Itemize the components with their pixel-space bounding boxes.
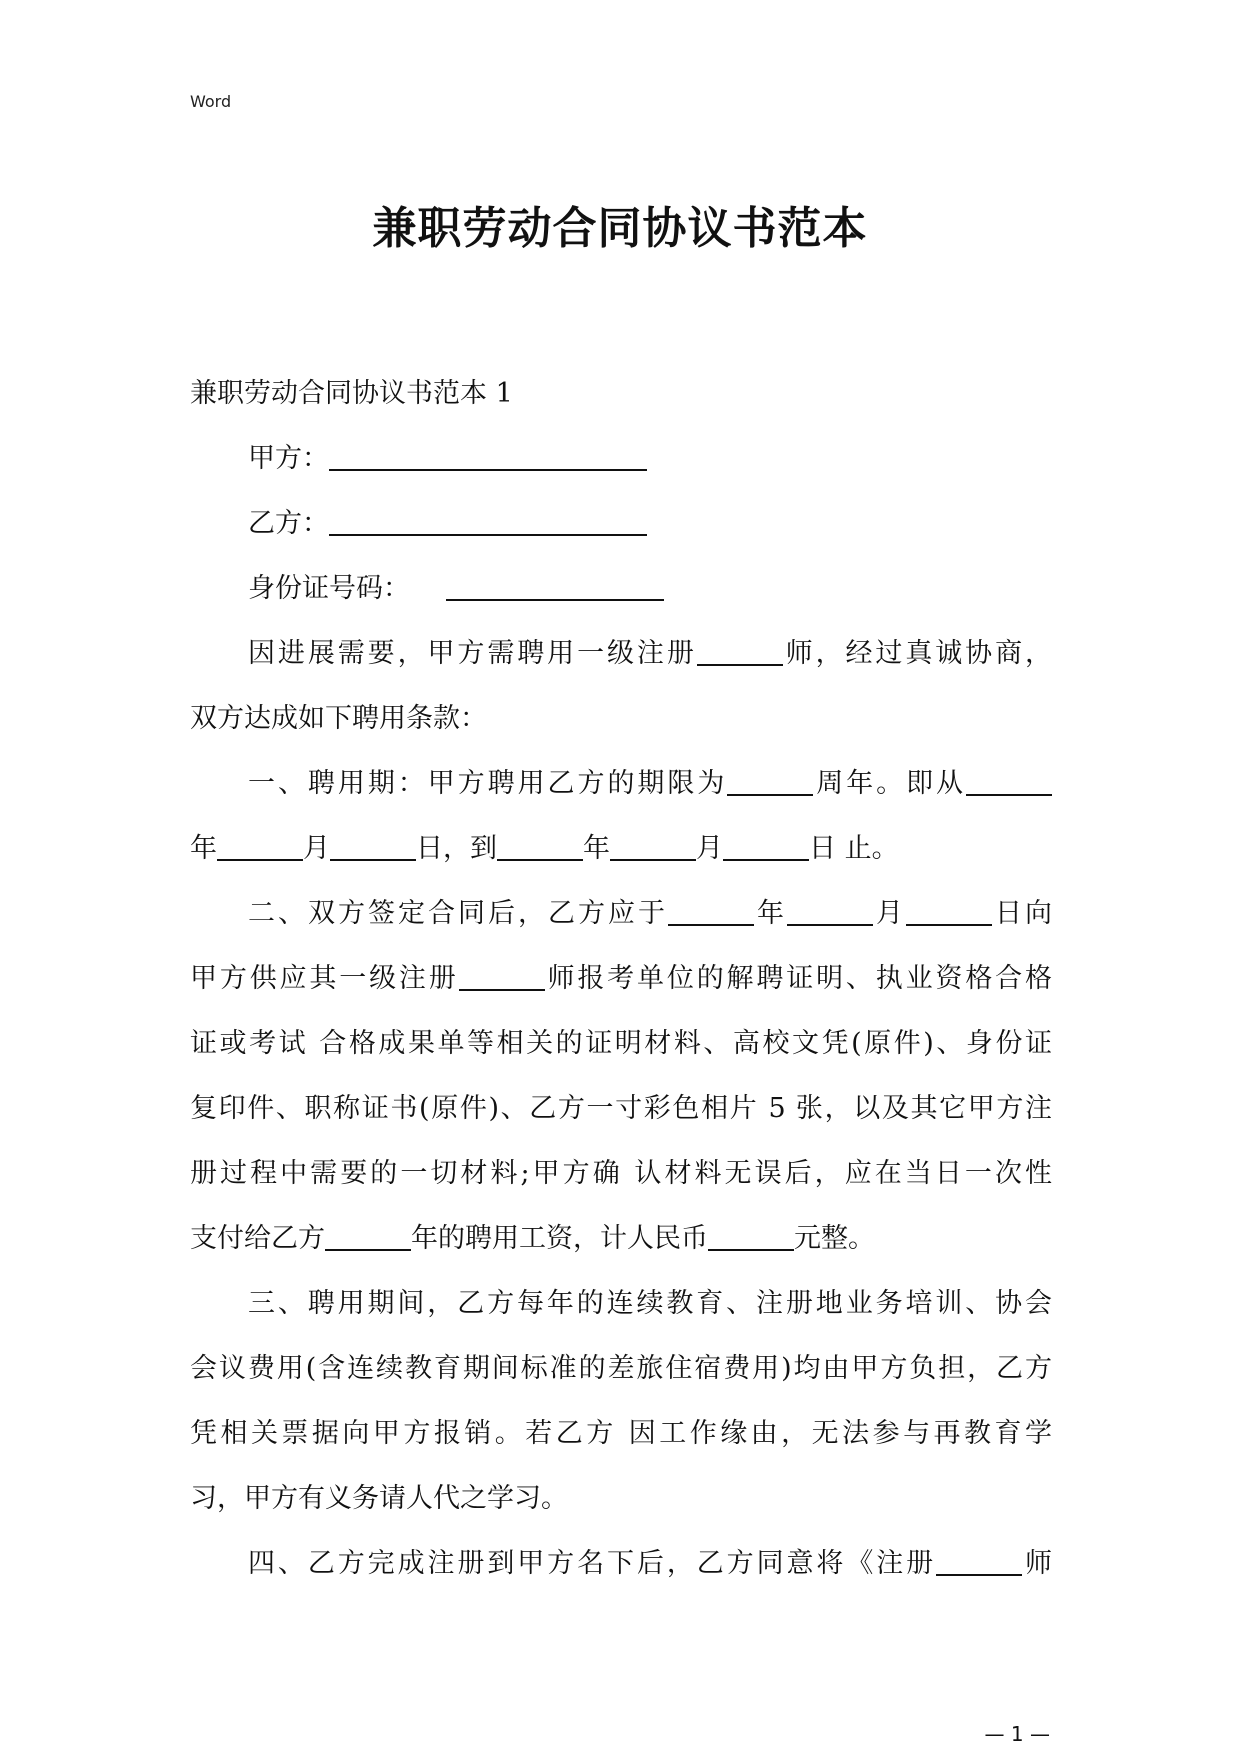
paragraph-line: 甲方供应其一级注册 师报考单位的解聘证明、执业资格合格 <box>190 963 1053 994</box>
paragraph-line: 三、聘用期间，乙方每年的连续教育、注册地业务培训、协会 <box>248 1288 1052 1319</box>
section-heading: 兼职劳动合同协议书范本 1 <box>190 378 513 409</box>
party-a-blank[interactable] <box>329 441 647 471</box>
start-month-blank[interactable] <box>217 831 303 861</box>
paragraph-line: 支付给乙方 年的聘用工资，计人民币 元整。 <box>190 1223 875 1254</box>
paragraph-line: 四、乙方完成注册到甲方名下后，乙方同意将《注册 师 <box>248 1548 1053 1579</box>
salary-years-blank[interactable] <box>325 1221 411 1251</box>
sign-year-blank[interactable] <box>668 896 754 926</box>
salary-amount-blank[interactable] <box>708 1221 794 1251</box>
paragraph-line: 因进展需要，甲方需聘用一级注册 师，经过真诚协商， <box>248 638 1052 669</box>
id-number-blank[interactable] <box>446 571 664 601</box>
id-number-line: 身份证号码： <box>190 570 1052 608</box>
party-b-line: 乙方： <box>190 505 1052 543</box>
party-b-blank[interactable] <box>329 506 647 536</box>
paragraph-line: 凭相关票据向甲方报销。若乙方 因工作缘由，无法参与再教育学 <box>190 1418 1052 1449</box>
paragraph-line: 册过程中需要的一切材料;甲方确 认材料无误后，应在当日一次性 <box>190 1158 1052 1189</box>
end-month-blank[interactable] <box>610 831 696 861</box>
paragraph-line: 一、聘用期：甲方聘用乙方的期限为 周年。即从 <box>190 765 1052 803</box>
end-day-blank[interactable] <box>723 831 809 861</box>
term-years-blank[interactable] <box>727 766 813 796</box>
sign-month-blank[interactable] <box>787 896 873 926</box>
start-day-blank[interactable] <box>330 831 416 861</box>
paragraph-line: 证或考试 合格成果单等相关的证明材料、高校文凭(原件)、身份证 <box>190 1028 1052 1059</box>
cert-type-blank[interactable] <box>936 1546 1022 1576</box>
start-year-blank[interactable] <box>966 766 1052 796</box>
engineer-type-blank[interactable] <box>697 636 783 666</box>
sign-day-blank[interactable] <box>906 896 992 926</box>
end-year-blank[interactable] <box>497 831 583 861</box>
paragraph-line: 习，甲方有义务请人代之学习。 <box>190 1483 568 1514</box>
party-a-line: 甲方： <box>190 440 1052 478</box>
document-title: 兼职劳动合同协议书范本 <box>372 203 868 254</box>
paragraph-line: 双方达成如下聘用条款： <box>190 703 487 734</box>
paragraph-line: 会议费用(含连续教育期间标准的差旅住宿费用)均由甲方负担，乙方 <box>190 1353 1052 1384</box>
paragraph-line: 二、双方签定合同后，乙方应于 年 月 日向 <box>248 898 1052 929</box>
paragraph-line: 复印件、职称证书(原件)、乙方一寸彩色相片 5 张，以及其它甲方注 <box>190 1093 1052 1124</box>
paragraph-line: 年 月 日，到 年 月 日 止。 <box>190 833 899 864</box>
page-number: — 1 — <box>984 1722 1050 1746</box>
engineer-type-blank-2[interactable] <box>459 961 545 991</box>
header-label: Word <box>190 92 232 111</box>
